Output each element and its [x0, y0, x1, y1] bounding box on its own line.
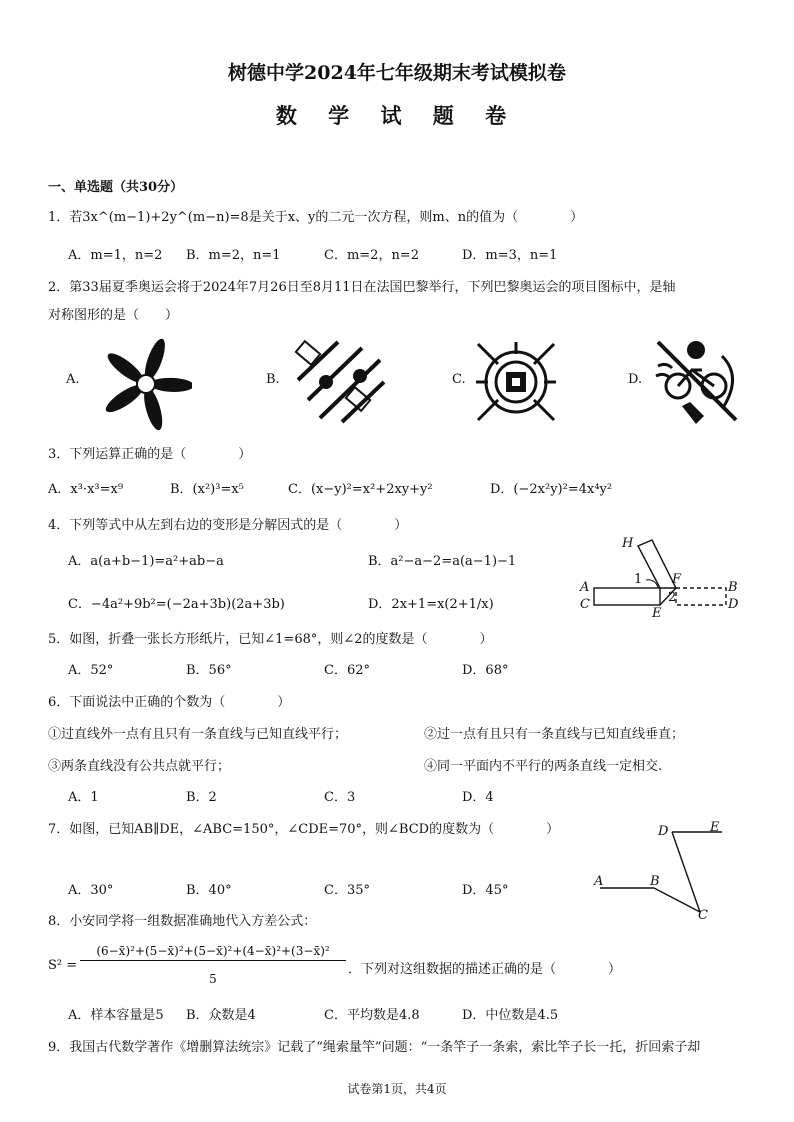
q7-label-d: D: [658, 824, 669, 839]
q1-option-a: A．m=1，n=2: [68, 248, 163, 263]
q9-stem: 9．我国古代数学著作《增删算法统宗》记载了“绳索量竿”问题：“一条竿子一条索，索比竿子长一托，折回索子却: [48, 1040, 701, 1055]
q2-option-b-letter: B.: [266, 372, 280, 387]
q6-statement-1: ①过直线外一点有且只有一条直线与已知直线平行；: [48, 727, 348, 742]
q3-option-b: B．(x²)³=x⁵: [170, 482, 244, 497]
q7-figure: [588, 820, 728, 924]
q3-option-d: D．(−2x²y)²=4x⁴y²: [490, 482, 613, 497]
q5-label-f: F: [672, 572, 682, 587]
exam-subtitle: 数 学 试 题 卷: [275, 103, 519, 128]
q8-option-b: B．众数是4: [186, 1008, 256, 1023]
exam-title: 树德中学2024年七年级期末考试模拟卷: [228, 62, 566, 84]
q5-stem: 5．如图，折叠一张长方形纸片，已知∠1=68°，则∠2的度数是（ ）: [48, 632, 493, 647]
q4-option-c: C．−4a²+9b²=(−2a+3b)(2a+3b): [68, 597, 285, 612]
q5-label-c: C: [580, 597, 590, 612]
q5-option-b: B．56°: [186, 663, 232, 678]
q7-option-b: B．40°: [186, 883, 232, 898]
q5-label-d: D: [728, 597, 739, 612]
q4-option-a: A．a(a+b−1)=a²+ab−a: [68, 554, 224, 569]
q8-option-c: C．平均数是4.8: [324, 1008, 420, 1023]
page-footer: 试卷第1页，共4页: [347, 1082, 447, 1096]
q3-option-c: C．(x−y)²=x²+2xy+y²: [288, 482, 433, 497]
q6-option-b: B．2: [186, 790, 217, 805]
q5-label-h: H: [622, 536, 634, 551]
q2-stem-line1: 2．第33届夏季奥运会将于2024年7月26日至8月11日在法国巴黎举行，下列巴黎奥运会的项目图标中，是轴: [48, 280, 676, 295]
q3-stem: 3．下列运算正确的是（ ）: [48, 447, 252, 462]
q5-option-a: A．52°: [68, 663, 114, 678]
q6-stem: 6．下面说法中正确的个数为（ ）: [48, 695, 291, 710]
q8-option-a: A．样本容量是5: [68, 1008, 164, 1023]
q5-label-b: B: [728, 580, 738, 595]
q1-stem: 1．若3x^(m−1)+2y^(m−n)=8是关于x、y的二元一次方程，则m、n的值为（ ）: [48, 210, 584, 225]
q6-option-d: D．4: [462, 790, 494, 805]
cycling-icon: [652, 336, 742, 426]
q5-figure: [572, 530, 752, 625]
q7-label-a: A: [594, 874, 604, 889]
q5-option-d: D．68°: [462, 663, 509, 678]
q1-option-c: C．m=2，n=2: [324, 248, 419, 263]
q2-option-a-letter: A.: [66, 372, 80, 387]
q6-option-a: A．1: [68, 790, 99, 805]
badminton-icon: [290, 340, 386, 424]
q7-option-d: D．45°: [462, 883, 509, 898]
q8-formula-tail: ．下列对这组数据的描述正确的是（ ）: [348, 962, 622, 977]
q5-label-2: 2: [668, 590, 677, 605]
q6-statement-3: ③两条直线没有公共点就平行；: [48, 759, 231, 774]
q8-option-d: D．中位数是4.5: [462, 1008, 559, 1023]
q7-option-c: C．35°: [324, 883, 370, 898]
pinwheel-icon: [100, 338, 192, 430]
q7-option-a: A．30°: [68, 883, 114, 898]
q3-option-a: A．x³·x³=x⁹: [48, 482, 124, 497]
q5-label-a: A: [580, 580, 590, 595]
q1-option-b: B．m=2，n=1: [186, 248, 281, 263]
q7-label-c: C: [698, 908, 708, 923]
q4-stem: 4．下列等式中从左到右边的变形是分解因式的是（ ）: [48, 518, 408, 533]
q8-stem: 8．小安同学将一组数据准确地代入方差公式：: [48, 914, 317, 929]
q5-option-c: C．62°: [324, 663, 370, 678]
q5-label-e: E: [652, 606, 662, 621]
q4-option-b: B．a²−a−2=a(a−1)−1: [368, 554, 517, 569]
shooting-target-icon: [474, 340, 558, 424]
q8-formula-denominator: 5: [209, 972, 217, 986]
section-heading: 一、单选题（共30分）: [48, 180, 184, 195]
q2-stem-line2: 对称图形的是（ ）: [48, 308, 179, 323]
q7-label-e: E: [710, 820, 720, 835]
q8-formula-numerator: (6−x̄)²+(5−x̄)²+(5−x̄)²+(4−x̄)²+(3−x̄)²: [80, 944, 346, 961]
q6-option-c: C．3: [324, 790, 356, 805]
q4-option-d: D．2x+1=x(2+1/x): [368, 597, 494, 612]
q2-option-d-letter: D.: [628, 372, 643, 387]
q2-option-c-letter: C.: [452, 372, 466, 387]
q7-stem: 7．如图，已知AB∥DE，∠ABC=150°，∠CDE=70°，则∠BCD的度数为（ ）: [48, 822, 560, 837]
q6-statement-4: ④同一平面内不平行的两条直线一定相交.: [424, 759, 663, 774]
q1-option-d: D．m=3，n=1: [462, 248, 558, 263]
q7-label-b: B: [650, 874, 660, 889]
q8-formula-lhs: S² =: [48, 958, 78, 973]
q6-statement-2: ②过一点有且只有一条直线与已知直线垂直；: [424, 727, 685, 742]
q5-label-1: 1: [634, 572, 643, 587]
